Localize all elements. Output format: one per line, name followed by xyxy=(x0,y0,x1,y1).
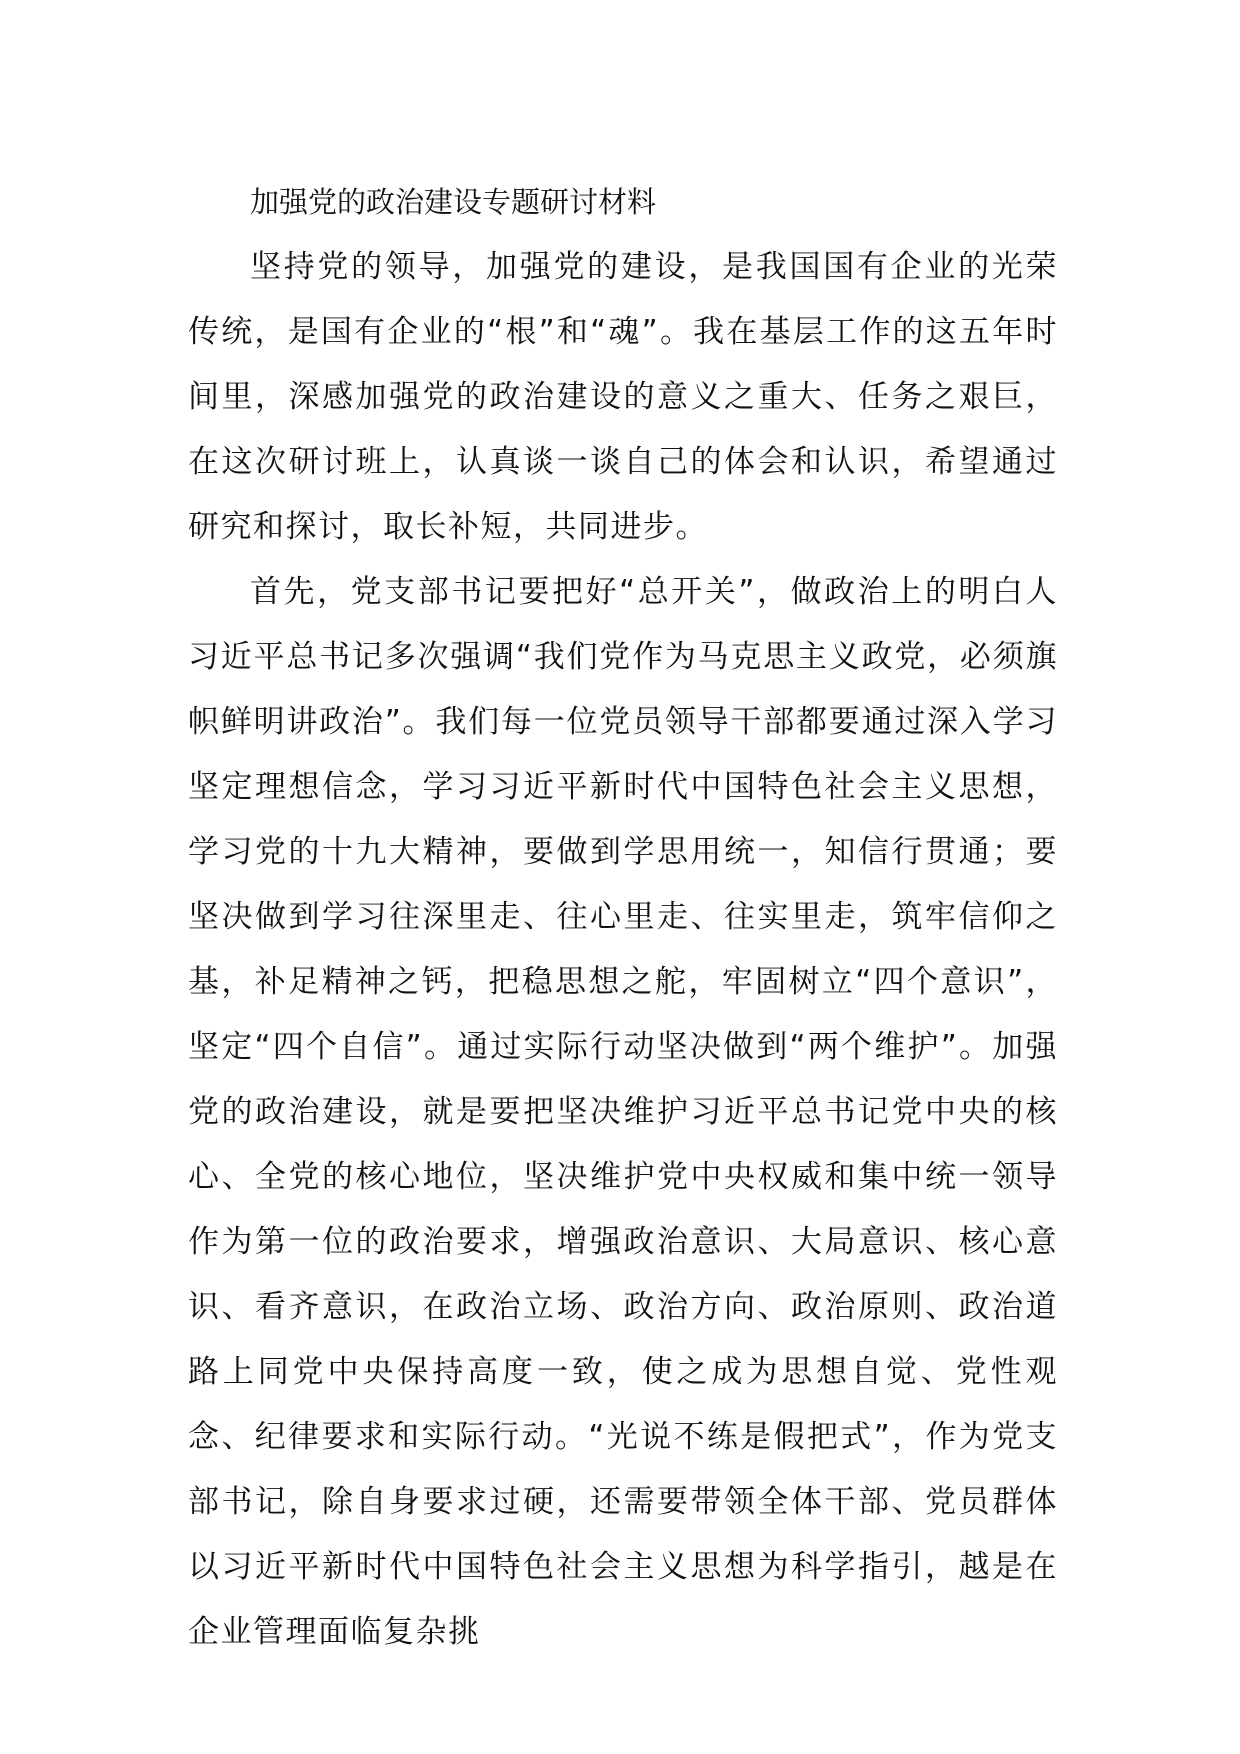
paragraph-first-point: 首先，党支部书记要把好“总开关”，做政治上的明白人习近平总书记多次强调“我们党作为马克思主义政党，必须旗帜鲜明讲政治”。我们每一位党员领导干部都要通过深入学习坚定理想信念，学习习近平新时代中国特色社会主义思想，学习党的十九大精神，要做到学思用统一，知信行贯通；要坚决做到学习往深里走、往心里走、往实里走，筑牢信仰之基，补足精神之钙，把稳思想之舵，牢固树立“四个意识”，坚定“四个自信”。通过实际行动坚决做到“两个维护”。加强党的政治建设，就是要把坚决维护习近平总书记党中央的核心、全党的核心地位，坚决维护党中央权威和集中统一领导作为第一位的政治要求，增强政治意识、大局意识、核心意识、看齐意识，在政治立场、政治方向、政治原则、政治道路上同党中央保持高度一致，使之成为思想自觉、党性观念、纪律要求和实际行动。“光说不练是假把式”，作为党支部书记，除自身要求过硬，还需要带领全体干部、党员群体以习近平新时代中国特色社会主义思想为科学指引，越是在企业管理面临复杂挑 xyxy=(188,574,1058,1650)
paragraph-intro: 坚持党的领导，加强党的建设，是我国国有企业的光荣传统，是国有企业的“根”和“魂”。我在基层工作的这五年时间里，深感加强党的政治建设的意义之重大、任务之艰巨，在这次研讨班上，认真谈一谈自己的体会和认识，希望通过研究和探讨，取长补短，共同进步。 xyxy=(188,249,1058,545)
document-title: 加强党的政治建设专题研讨材料 xyxy=(250,185,657,219)
document-body xyxy=(188,170,1058,1665)
